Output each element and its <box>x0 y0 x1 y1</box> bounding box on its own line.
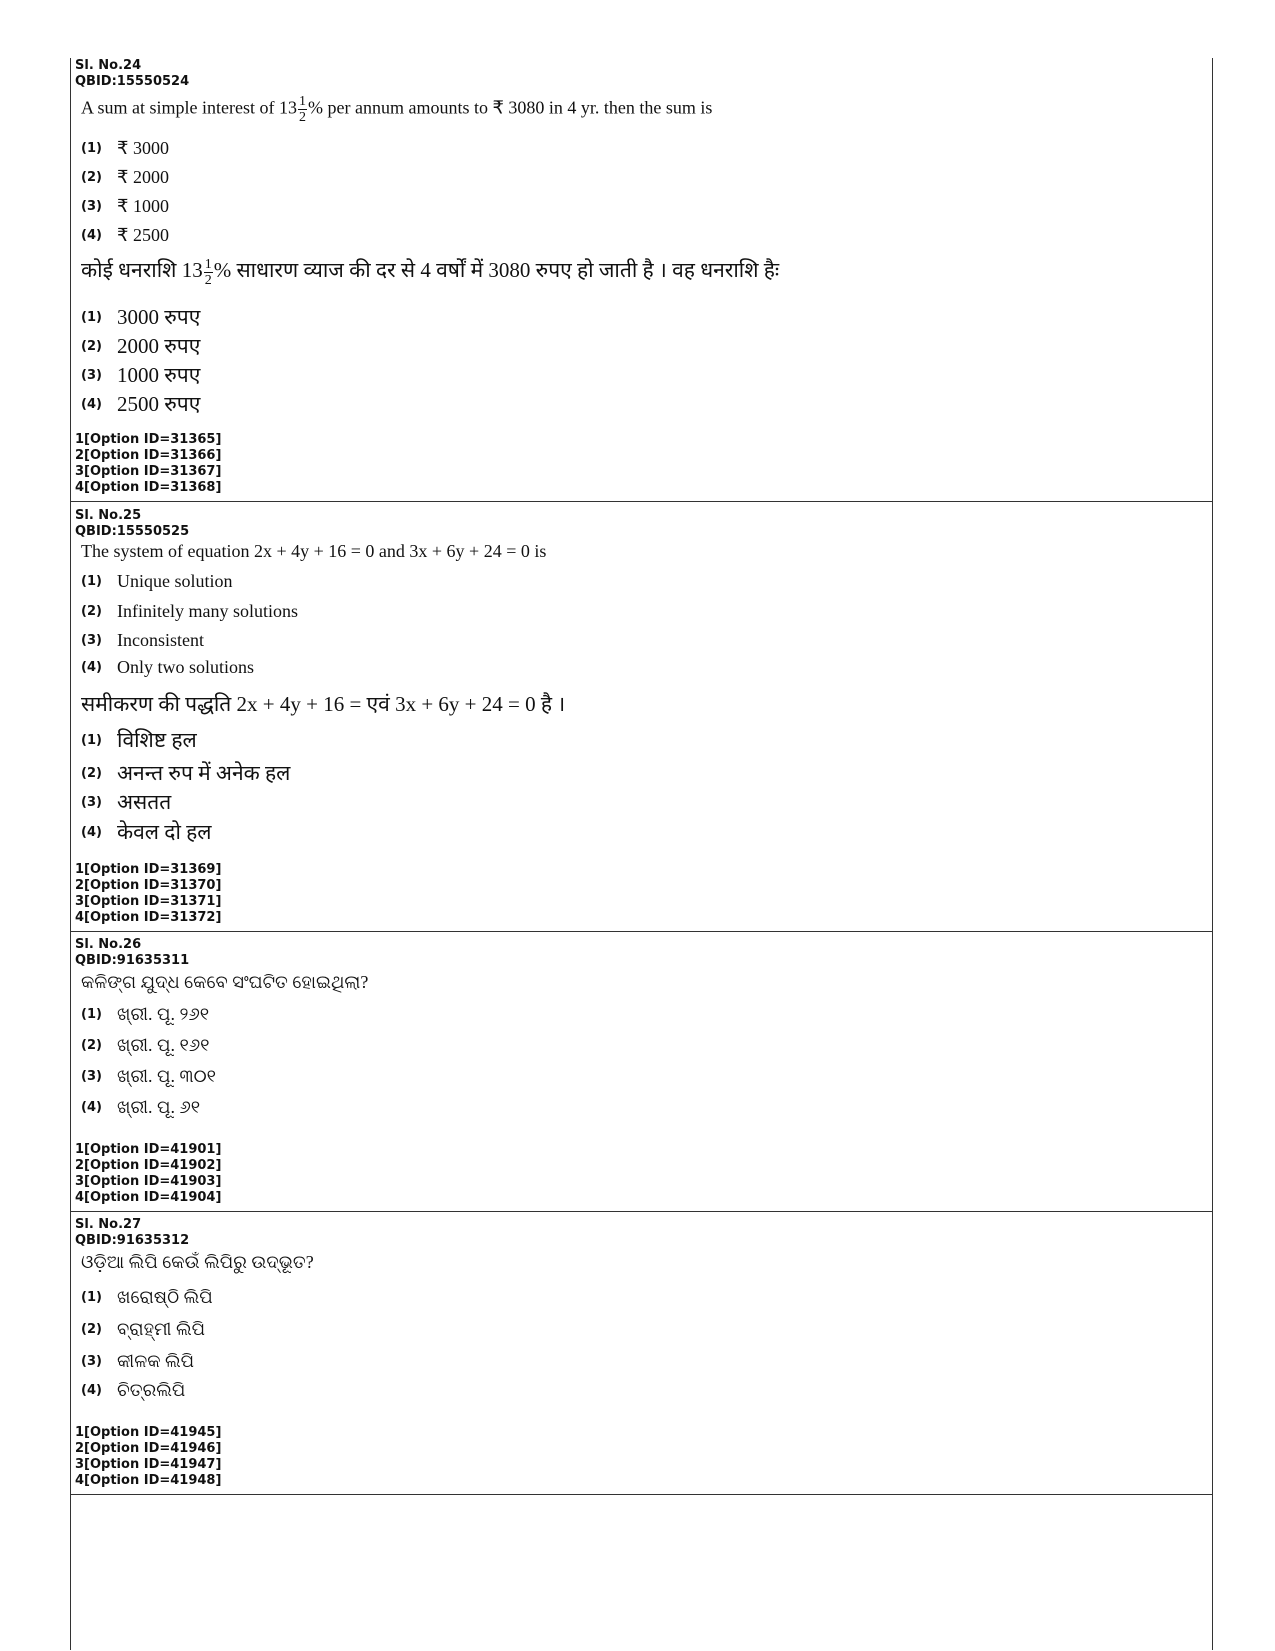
option-2: (2) ବ୍ରାହ୍ମୀ ଲିପି <box>81 1319 206 1339</box>
divider <box>71 1211 1212 1212</box>
option-id-list: 1[Option ID=31369] 2[Option ID=31370] 3[Option ID=31371] 4[Option ID=31372] <box>75 862 222 925</box>
divider <box>71 501 1212 502</box>
question-text-or: କଳିଙ୍ଗ ଯୁଦ୍ଧ କେବେ ସଂଘଟିତ ହୋଇଥିଲା? <box>81 972 369 992</box>
fraction: $\frac{1}{2}$ <box>298 94 306 125</box>
option-4-en: (4) ₹ 2500 <box>81 225 169 245</box>
option-3-hi: (3) असतत <box>81 790 172 814</box>
option-1-en: (1) Unique solution <box>81 571 233 591</box>
fraction: $\frac{1}{2}$ <box>204 256 212 288</box>
option-3-hi: (3) 1000 रुपए <box>81 363 201 387</box>
option-1: (1) ଖରୋଷ୍ଠି ଲିପି <box>81 1287 213 1307</box>
option-id-list: 1[Option ID=41945] 2[Option ID=41946] 3[Option ID=41947] 4[Option ID=41948] <box>75 1425 222 1488</box>
question-text-en: A sum at simple interest of 13 $\frac{1}{2}$ % per annum amounts to ₹ 3080 in 4 yr. then the sum is <box>81 94 713 125</box>
question-text-hi: कोई धनराशि 13 $\frac{1}{2}$ % साधारण व्याज की दर से 4 वर्षों में 3080 रुपए हो जाती है । वह धनराशि हैः <box>81 256 780 288</box>
option-2-en: (2) Infinitely many solutions <box>81 601 298 621</box>
qbid: QBID:91635312 <box>75 1233 190 1248</box>
option-1-hi: (1) 3000 रुपए <box>81 305 201 329</box>
option-4: (4) ଚିତ୍ରଲିପି <box>81 1380 186 1400</box>
option-2-hi: (2) 2000 रुपए <box>81 334 201 358</box>
option-3: (3) ଖ୍ରୀ. ପୂ. ୩୦୧ <box>81 1066 217 1086</box>
option-2: (2) ଖ୍ରୀ. ପୂ. ୧୬୧ <box>81 1035 210 1055</box>
option-3-en: (3) Inconsistent <box>81 630 204 650</box>
option-2-hi: (2) अनन्त रुप में अनेक हल <box>81 761 291 785</box>
option-2-en: (2) ₹ 2000 <box>81 167 169 187</box>
question-paper-page <box>70 58 1213 1650</box>
qbid: QBID:15550524 <box>75 74 190 89</box>
qbid: QBID:15550525 <box>75 524 190 539</box>
question-text-or: ଓଡ଼ିଆ ଲିପି କେଉଁ ଲିପିରୁ ଉଦ୍ଭୂତ? <box>81 1252 314 1272</box>
question-text-en: The system of equation 2x + 4y + 16 = 0 and 3x + 6y + 24 = 0 is <box>81 541 547 561</box>
qbid: QBID:91635311 <box>75 953 190 968</box>
serial-number: Sl. No.25 <box>75 508 142 523</box>
serial-number: Sl. No.26 <box>75 937 142 952</box>
option-3-en: (3) ₹ 1000 <box>81 196 169 216</box>
serial-number: Sl. No.24 <box>75 58 142 73</box>
option-4-hi: (4) केवल दो हल <box>81 820 212 844</box>
option-4-en: (4) Only two solutions <box>81 657 255 677</box>
option-1: (1) ଖ୍ରୀ. ପୂ. ୨୬୧ <box>81 1004 210 1024</box>
option-3: (3) କୀଳକ ଲିପି <box>81 1351 195 1371</box>
option-4: (4) ଖ୍ରୀ. ପୂ. ୬୧ <box>81 1097 201 1117</box>
option-1-en: (1) ₹ 3000 <box>81 138 169 158</box>
question-text-hi: समीकरण की पद्धति 2x + 4y + 16 = एवं 3x + 6y + 24 = 0 है । <box>81 692 566 716</box>
option-4-hi: (4) 2500 रुपए <box>81 392 201 416</box>
serial-number: Sl. No.27 <box>75 1217 142 1232</box>
option-1-hi: (1) विशिष्ट हल <box>81 728 197 752</box>
option-id-list: 1[Option ID=41901] 2[Option ID=41902] 3[Option ID=41903] 4[Option ID=41904] <box>75 1142 222 1205</box>
divider <box>71 1494 1212 1495</box>
option-id-list: 1[Option ID=31365] 2[Option ID=31366] 3[Option ID=31367] 4[Option ID=31368] <box>75 432 222 495</box>
divider <box>71 931 1212 932</box>
